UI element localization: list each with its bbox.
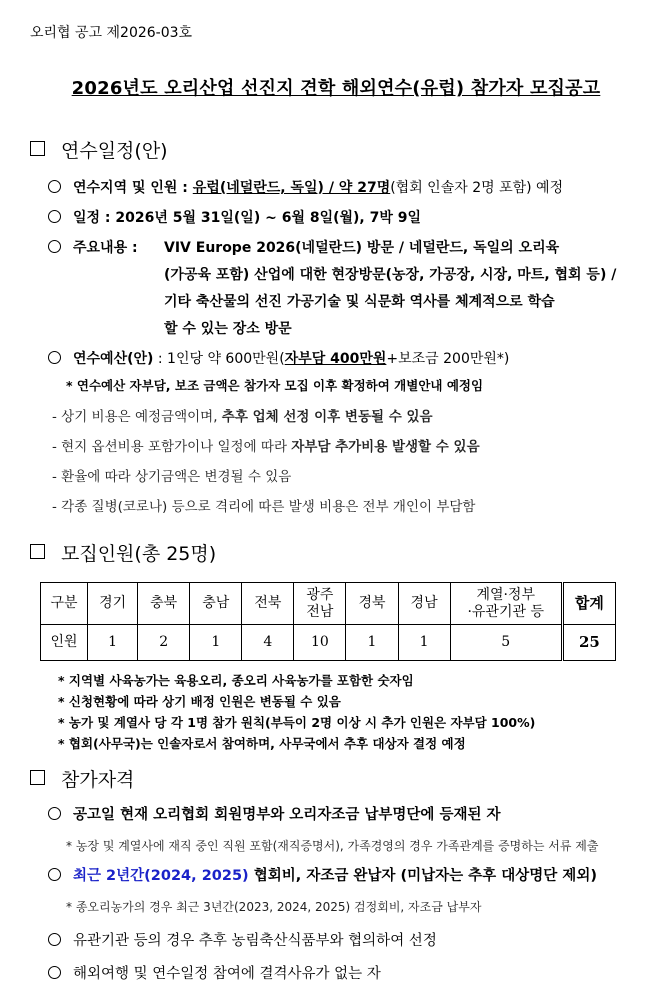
section-eligibility-heading — [30, 765, 134, 792]
table-header-cell: 경북 — [346, 583, 398, 625]
budget-line — [48, 348, 509, 368]
region-value: 유럽(네덜란드, 독일) / 약 27명 — [192, 180, 391, 196]
notice-number: 오리협 공고 제2026-03호 — [30, 25, 193, 41]
table-cell: 1 — [88, 625, 138, 661]
table-header-cell: 광주 전남 — [294, 583, 346, 625]
recruit-note-4: * 협회(사무국)는 인솔자로서 참여하며, 사무국에서 추후 대상자 결정 예정 — [58, 736, 466, 751]
recruit-note-3: * 농가 및 계열사 당 각 1명 참가 원칙(부득이 2명 이상 시 추가 인원은 자부담 100%) — [58, 715, 536, 730]
recruit-note-1: * 지역별 사육농가는 육용오리, 종오리 사육농가를 포함한 숫자임 — [58, 673, 414, 688]
recruit-note-2: * 신청현황에 따라 상기 배정 인원은 변동될 수 있음 — [58, 694, 341, 709]
table-cell: 1 — [346, 625, 398, 661]
content-text-2: (가공육 포함) 산업에 대한 현장방문(농장, 가공장, 시장, 마트, 협회 등) / — [164, 267, 617, 283]
table-cell: 25 — [562, 625, 615, 661]
budget-label: 연수예산(안) — [73, 351, 154, 367]
budget-note: * 연수예산 자부담, 보조 금액은 참가자 모집 이후 확정하여 개별안내 예정임 — [66, 378, 484, 393]
recruit-table — [40, 582, 616, 661]
section-title: 참가자격 — [61, 769, 135, 791]
eligibility-item-3 — [48, 929, 437, 950]
circle-bullet-icon — [48, 868, 61, 881]
budget-self: 자부담 400만원 — [284, 351, 387, 367]
dash-bold: 추후 업체 선정 이후 변동될 수 있음 — [221, 409, 433, 425]
circle-bullet-icon — [48, 210, 61, 223]
square-bullet-icon — [30, 544, 45, 559]
table-cell: 5 — [450, 625, 562, 661]
content-text-4: 할 수 있는 장소 방문 — [164, 321, 292, 337]
eligibility-text: 해외여행 및 연수일정 참여에 결격사유가 없는 자 — [73, 966, 381, 982]
square-bullet-icon — [30, 770, 45, 785]
circle-bullet-icon — [48, 240, 61, 253]
region-label: 연수지역 및 인원 : — [73, 180, 193, 196]
section-schedule-heading — [30, 136, 168, 163]
circle-bullet-icon — [48, 807, 61, 820]
eligibility-note-1: * 농장 및 계열사에 재직 중인 직원 포함(재직증명서), 가족경영의 경우 가족관계를 증명하는 서류 제출 — [66, 839, 599, 853]
table-header-cell: 계열·정부 ·유관기관 등 — [450, 583, 562, 625]
dash-text: - 현지 옵션비용 포함가이나 일정에 따라 — [52, 439, 292, 455]
eligibility-item-2 — [48, 864, 597, 885]
eligibility-text: 공고일 현재 오리협회 회원명부와 오리자조금 납부명단에 등재된 자 — [73, 807, 501, 823]
table-header-cell: 합계 — [562, 583, 615, 625]
circle-bullet-icon — [48, 351, 61, 364]
table-header-cell: 전북 — [242, 583, 294, 625]
eligibility-highlight: 최근 2년간(2024, 2025) — [73, 868, 249, 884]
circle-bullet-icon — [48, 180, 61, 193]
region-suffix: (협회 인솔자 2명 포함) 예정 — [390, 180, 564, 196]
table-cell: 4 — [242, 625, 294, 661]
table-header-cell: 구분 — [41, 583, 88, 625]
content-label: 주요내용 : — [73, 240, 138, 256]
dash-item-2 — [52, 435, 480, 455]
eligibility-item-1 — [48, 803, 501, 824]
content-text-3: 기타 축산물의 선진 가공기술 및 식문화 역사를 체계적으로 학습 — [164, 294, 555, 310]
budget-post: +보조금 200만원*) — [386, 351, 510, 367]
table-header-cell: 충남 — [190, 583, 242, 625]
eligibility-item-4 — [48, 962, 381, 983]
content-text-1: VIV Europe 2026(네덜란드) 방문 / 네덜란드, 독일의 오리육 — [164, 240, 560, 256]
dash-item-1 — [52, 405, 433, 425]
section-title: 연수일정(안) — [61, 140, 168, 162]
dates-text: 일정 : 2026년 5월 31일(일) ~ 6월 8일(월), 7박 9일 — [73, 210, 422, 226]
table-header-cell: 경남 — [398, 583, 450, 625]
eligibility-note-2: * 종오리농가의 경우 최근 3년간(2023, 2024, 2025) 검정회비, 자조금 납부자 — [66, 900, 482, 914]
content-line — [48, 237, 138, 257]
budget-pre: : 1인당 약 600만원( — [153, 351, 285, 367]
eligibility-text: 협회비, 자조금 완납자 (미납자는 추후 대상명단 제외) — [248, 868, 597, 884]
table-cell: 인원 — [41, 625, 88, 661]
dash-bold: 자부담 추가비용 발생할 수 있음 — [291, 439, 480, 455]
dash-text: - 상기 비용은 예정금액이며, — [52, 409, 222, 425]
region-line — [48, 177, 563, 197]
page-title: 2026년도 오리산업 선진지 견학 해외연수(유럽) 참가자 모집공고 — [71, 78, 601, 99]
table-header-row — [41, 583, 616, 625]
table-cell: 1 — [398, 625, 450, 661]
table-header-cell: 충북 — [138, 583, 190, 625]
table-header-cell: 경기 — [88, 583, 138, 625]
table-cell: 2 — [138, 625, 190, 661]
dates-line — [48, 207, 421, 227]
square-bullet-icon — [30, 141, 45, 156]
eligibility-text: 유관기관 등의 경우 추후 농림축산식품부와 협의하여 선정 — [73, 933, 437, 949]
table-cell: 1 — [190, 625, 242, 661]
table-cell: 10 — [294, 625, 346, 661]
circle-bullet-icon — [48, 966, 61, 979]
table-row — [41, 625, 616, 661]
circle-bullet-icon — [48, 933, 61, 946]
dash-item-4: - 각종 질병(코로나) 등으로 격리에 따른 발생 비용은 전부 개인이 부담함 — [52, 499, 476, 515]
section-recruit-heading — [30, 539, 216, 566]
dash-item-3: - 환율에 따라 상기금액은 변경될 수 있음 — [52, 469, 292, 485]
section-title: 모집인원(총 25명) — [61, 543, 217, 565]
